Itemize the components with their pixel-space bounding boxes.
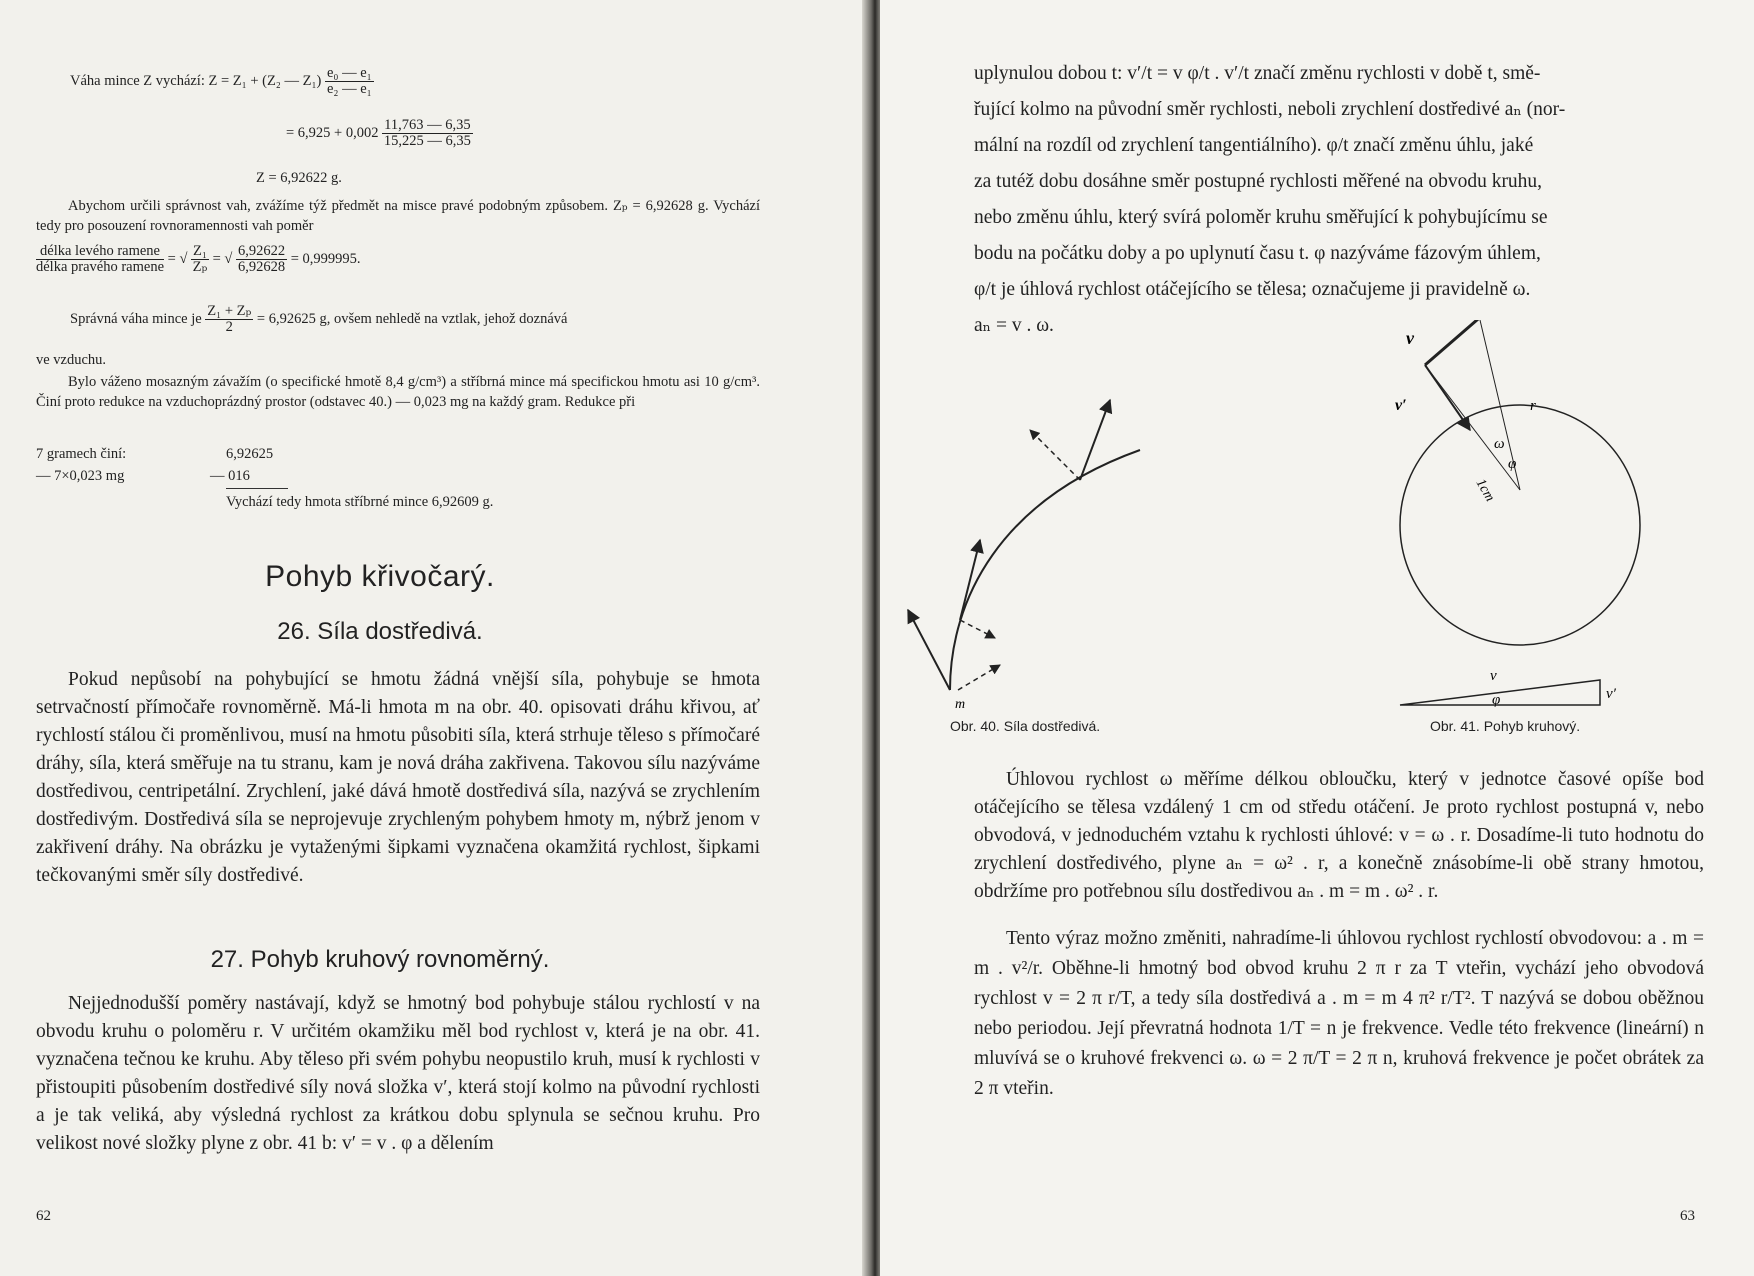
tri-label-phi: φ bbox=[1492, 692, 1501, 708]
label-omega: ω bbox=[1494, 436, 1505, 452]
ratio-sqrt-1 bbox=[191, 244, 209, 275]
intro-line-1: uplynulou dobou t: v′/t = v φ/t . v′/t značí změnu rychlosti v době t, smě- bbox=[974, 63, 1541, 84]
tri-label-v-prime: v′ bbox=[1606, 686, 1616, 702]
calc-row-3 bbox=[226, 492, 493, 512]
mass-line-1: Váha mince Z vychází: Z = Z₁ + (Z₂ — Z₁) bbox=[70, 72, 322, 89]
calc-row-2-value: — 016 bbox=[210, 468, 250, 484]
true-mass-frac bbox=[205, 304, 253, 335]
figures-40-41 bbox=[880, 320, 1754, 740]
true-mass-num: Z₁ + Zₚ bbox=[207, 303, 252, 319]
ratio-sqrt-1-den: Zₚ bbox=[192, 259, 208, 275]
ratio-sqrt-2-den: 6,92628 bbox=[237, 259, 286, 275]
ratio-result: = 0,999995. bbox=[290, 250, 361, 267]
intro-line-4: za tutéž dobu dosáhne směr postupné rychlosti měřené na obvodu kruhu, bbox=[974, 171, 1543, 192]
mass-frac-2-den: 15,225 — 6,35 bbox=[383, 133, 471, 149]
section-26-title: 26. Síla dostředivá. bbox=[277, 618, 483, 645]
mass-frac-1-num: e₀ — e₁ bbox=[326, 65, 372, 81]
ratio-sqrt-2-num: 6,92622 bbox=[237, 243, 286, 259]
weighed-paragraph: Bylo váženo mosazným závažím (o specifické hmotě 8,4 g/cm³) a stříbrná mince má specifickou hmotu asi 10 g/cm³. Činí proto redukce na vzduchoprázdný prostor (odstavec 40.) — 0,023 mg na každý gram. Redukce při bbox=[36, 374, 760, 410]
page-number-left: 62 bbox=[36, 1208, 51, 1224]
curved-path bbox=[950, 450, 1140, 690]
intro-line-6: bodu na počátku doby a po uplynutí času t. φ nazýváme fázovým úhlem, bbox=[974, 243, 1541, 264]
mass-formula-2 bbox=[286, 118, 706, 149]
mass-line-2: = 6,925 + 0,002 bbox=[286, 124, 379, 141]
mass-formula-1 bbox=[70, 66, 670, 97]
velocity-arrow-1 bbox=[908, 610, 950, 690]
caption-fig-40: Obr. 40. Síla dostředivá. bbox=[950, 718, 1101, 734]
force-arrow-1 bbox=[958, 665, 1000, 690]
label-phi: φ bbox=[1508, 456, 1517, 472]
label-1cm: 1cm bbox=[1472, 476, 1498, 505]
ratio-sqrt-1-num: Z₁ bbox=[193, 243, 207, 259]
label-m: m bbox=[955, 697, 966, 712]
true-mass-den: 2 bbox=[225, 319, 233, 335]
mass-frac-1 bbox=[325, 66, 374, 97]
left-page bbox=[0, 0, 868, 1276]
label-v: v bbox=[1406, 328, 1414, 348]
section-26-paragraph: Pokud nepůsobí na pohybující se hmotu žádná vnější síla, pohybuje se hmota setrvačností přímočaře rovnoměrně. Má-li hmota m na obr. 40. opisovati dráhu křivou, ať rychlostí stálou či proměnlivou, musí na hmotu působiti síla, která strhuje těleso s přímočaré dráhy, síla, která směřuje na tu stranu, kam je nová dráha zakřivena. Takovou sílu nazýváme dostředivou, centripetální. Zrychlení, jaké dává hmotě dostředivá síla, nazývá se zrychlením dostředivým. Dostředivá síla se neprojevuje zrychleným pohybem hmoty m, nýbrž jenom v zakřivení dráhy. Na obrázku je vytaženými šipkami vyznačena okamžitá rychlost, šipkami tečkovanými směr síly dostředivé. bbox=[36, 669, 760, 886]
right-page bbox=[880, 0, 1754, 1276]
calc-rule bbox=[226, 488, 288, 489]
equals-sign-2: = √ bbox=[212, 250, 233, 267]
true-mass-formula bbox=[70, 304, 770, 335]
ratio-sqrt-2 bbox=[236, 244, 287, 275]
velocity-v-prime bbox=[1425, 365, 1470, 430]
ratio-num: délka levého ramene bbox=[36, 244, 164, 260]
paragraph-angular-velocity: Úhlovou rychlost ω měříme délkou obloučku, který v jednotce časové opíše bod otáčejícího se tělesa vzdálený 1 cm od středu otáčení. Je proto rychlost postupná v, nebo obvodová, v jednoduchém vztahu k rychlosti úhlové: v = ω . r. Dosadíme-li tuto hodnotu do zrychlení dostředivého, plyne aₙ = ω² . r, a konečně znásobíme-li obě strany hmotou, obdržíme pro potřebnou sílu dostředivou aₙ . m = m . ω² . r. bbox=[974, 769, 1704, 902]
ratio-den: délka pravého ramene bbox=[36, 259, 165, 275]
ratio-frac bbox=[36, 244, 164, 275]
caption-fig-41: Obr. 41. Pohyb kruhový. bbox=[1430, 718, 1581, 734]
label-v-prime: v′ bbox=[1395, 397, 1407, 414]
intro-line-2: řující kolmo na původní směr rychlosti, neboli zrychlení dostředivé aₙ (nor- bbox=[974, 99, 1566, 120]
mass-frac-2-num: 11,763 — 6,35 bbox=[384, 117, 471, 133]
mass-result: Z = 6,92622 g. bbox=[256, 170, 342, 186]
intro-line-5: nebo změnu úhlu, který svírá poloměr kruhu směřující k pohybujícímu se bbox=[974, 207, 1548, 228]
intro-block bbox=[974, 56, 1704, 344]
tri-label-v: v bbox=[1490, 668, 1497, 684]
label-r: r bbox=[1530, 398, 1536, 414]
equals-sign-1: = √ bbox=[167, 250, 188, 267]
circle bbox=[1400, 405, 1640, 645]
force-arrow-3 bbox=[1030, 430, 1080, 480]
mass-frac-1-den: e₂ — e₁ bbox=[326, 81, 372, 97]
page-number-right: 63 bbox=[1680, 1208, 1695, 1224]
chapter-title: Pohyb křivočarý. bbox=[265, 560, 495, 593]
mass-frac-2 bbox=[382, 118, 472, 149]
calc-row-2-label: — 7×0,023 mg bbox=[36, 468, 125, 484]
check-paragraph: Abychom určili správnost vah, zvážíme týž předmět na misce pravé podobným způsobem. Zₚ = 6,92628 g. Vychází tedy pro posouzení rovnoramennosti vah poměr bbox=[36, 198, 760, 234]
paragraph-period: Tento výraz možno změniti, nahradíme-li úhlovou rychlost rychlostí obvodovou: a . m = m . v²/r. Oběhne-li hmotný bod obvod kruhu 2 π r za T vteřin, vychází jeho obvodová rychlost v = 2 π r/T, a tedy síla dostředivá a . m = m 4 π² r/T². T nazývá se dobou oběžnou nebo periodou. Její převratná hodnota 1/T = n je frekvence. Vedle této frekvence (lineární) n mluvívá se o kruhové frekvenci ω. ω = 2 π/T = 2 π n, kruhová frekvence je počet obrátek za 2 π vteřin. bbox=[974, 928, 1704, 1099]
calc-row-1-label: 7 gramech činí: bbox=[36, 446, 127, 462]
calc-row-1-value: 6,92625 bbox=[226, 446, 274, 462]
intro-line-7: φ/t je úhlová rychlost otáčejícího se tělesa; označujeme ji pravidelně ω. bbox=[974, 279, 1531, 300]
section-27-title: 27. Pohyb kruhový rovnoměrný. bbox=[210, 946, 550, 973]
force-arrow-2 bbox=[960, 620, 995, 638]
ratio-formula bbox=[36, 244, 760, 275]
true-mass-cont: ve vzduchu. bbox=[36, 352, 107, 368]
velocity-arrow-3 bbox=[1080, 400, 1110, 480]
intro-line-3: mální na rozdíl od zrychlení tangentiálního). φ/t značí změnu úhlu, jaké bbox=[974, 135, 1534, 156]
calc-row-3-text: Vychází tedy hmota stříbrné mince 6,92609 g. bbox=[226, 494, 494, 510]
true-mass-post: = 6,92625 g, ovšem nehledě na vztlak, jehož doznává bbox=[256, 310, 568, 327]
section-27-paragraph: Nejjednodušší poměry nastávají, když se hmotný bod pohybuje stálou rychlostí v na obvodu kruhu o poloměru r. V určitém okamžiku měl bod rychlost v, která je na obr. 41. vyznačena tečnou ke kruhu. Aby těleso při svém pohybu neopustilo kruh, musí k rychlosti v přistoupiti působením dostředivé síly nová složka v′, která stojí kolmo na původní rychlosti a je tak veliká, aby výsledná rychlost za krátkou dobu splynula se sečnou kruhu. Pro velikost nové složky plyne z obr. 41 b: v′ = v . φ a dělením bbox=[36, 993, 760, 1154]
intro-line-8: aₙ = v . ω. bbox=[974, 315, 1054, 336]
true-mass-pre: Správná váha mince je bbox=[70, 310, 202, 327]
